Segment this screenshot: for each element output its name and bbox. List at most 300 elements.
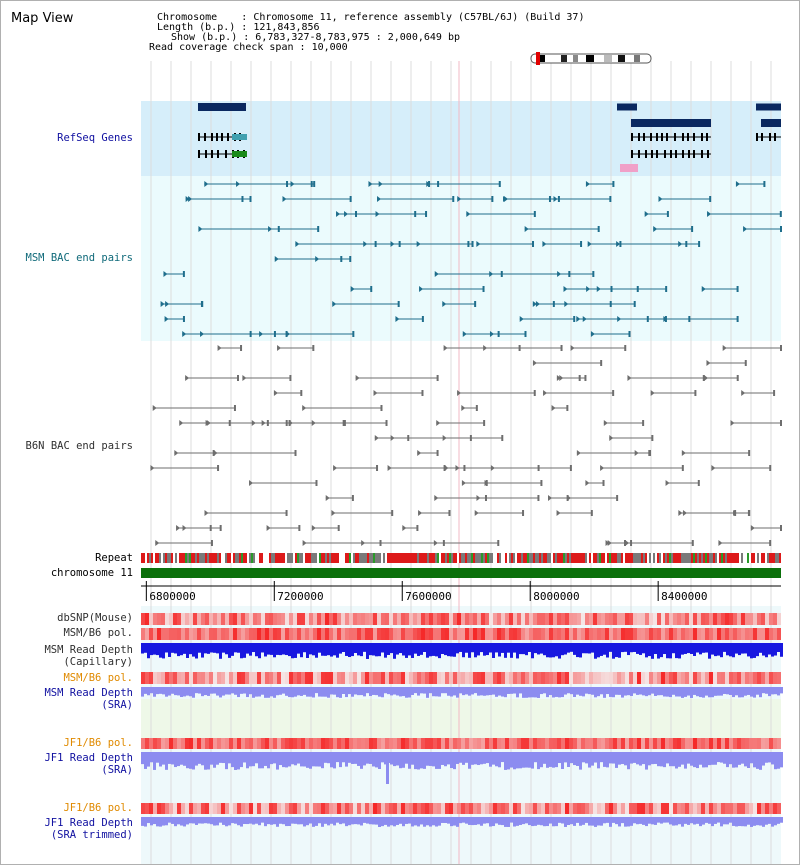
read-depth-bar — [627, 687, 630, 695]
read-depth-bar — [327, 752, 330, 763]
bac-end-marker — [183, 271, 185, 277]
read-depth-bar — [165, 643, 168, 652]
read-depth-bar — [255, 817, 258, 824]
polymorphism-cell — [473, 613, 477, 625]
polymorphism-cell — [597, 628, 601, 640]
read-depth-bar — [747, 817, 750, 825]
polymorphism-cell — [645, 672, 649, 684]
read-depth-bar — [453, 752, 456, 769]
read-depth-bar — [642, 752, 645, 764]
read-depth-bar — [255, 643, 258, 656]
polymorphism-cell — [717, 738, 721, 749]
read-depth-bar — [222, 817, 225, 825]
polymorphism-cell — [733, 613, 737, 625]
repeat-segment — [141, 553, 143, 563]
polymorphism-cell — [609, 672, 613, 684]
bac-end-marker — [577, 450, 581, 456]
repeat-segment — [481, 553, 483, 563]
polymorphism-cell — [693, 628, 697, 640]
repeat-segment — [177, 553, 179, 563]
polymorphism-cell — [533, 613, 537, 625]
read-depth-bar — [582, 687, 585, 696]
polymorphism-cell — [337, 628, 341, 640]
gene-exon — [211, 133, 213, 141]
read-depth-bar — [684, 687, 687, 697]
read-depth-bar — [300, 643, 303, 657]
read-depth-bar — [504, 643, 507, 658]
read-depth-bar — [489, 687, 492, 695]
repeat-segment — [285, 553, 287, 563]
read-depth-bar — [402, 817, 405, 826]
read-depth-bar — [501, 687, 504, 697]
read-depth-bar — [306, 643, 309, 658]
repeat-track-label: Repeat — [95, 552, 133, 564]
repeat-segment — [685, 553, 687, 563]
polymorphism-cell — [293, 613, 297, 625]
repeat-segment — [505, 553, 507, 563]
read-depth-bar — [666, 687, 669, 697]
length-label: Length (b.p.) — [157, 22, 236, 33]
polymorphism-cell — [157, 613, 161, 625]
polymorphism-cell — [297, 738, 301, 749]
polymorphism-cell — [229, 672, 233, 684]
read-depth-bar — [165, 817, 168, 825]
polymorphism-cell — [325, 628, 329, 640]
read-depth-bar — [324, 687, 327, 697]
ideogram-band — [618, 55, 625, 62]
read-depth-bar — [642, 817, 645, 825]
repeat-segment — [563, 553, 565, 563]
repeat-segment — [363, 553, 365, 563]
polymorphism-cell — [441, 613, 445, 625]
read-depth-bar — [306, 687, 309, 697]
read-depth-bar — [570, 817, 573, 824]
polymorphism-cell — [713, 672, 717, 684]
read-depth-bar — [237, 752, 240, 769]
repeat-segment — [621, 553, 623, 563]
polymorphism-cell — [441, 628, 445, 640]
bac-end-marker — [250, 331, 252, 337]
repeat-segment — [675, 553, 677, 563]
gene-exon — [645, 150, 647, 158]
polymorphism-cell — [761, 803, 765, 814]
read-depth-bar — [144, 752, 147, 769]
polymorphism-cell — [625, 803, 629, 814]
msm-depth-capillary-label: MSM Read Depth (Capillary) — [44, 644, 133, 668]
polymorphism-cell — [757, 628, 761, 640]
polymorphism-cell — [317, 628, 321, 640]
repeat-segment — [459, 553, 461, 563]
repeat-segment — [409, 553, 411, 563]
polymorphism-cell — [729, 628, 733, 640]
gene-exon — [666, 133, 668, 141]
polymorphism-cell — [297, 628, 301, 640]
polymorphism-cell — [513, 613, 517, 625]
polymorphism-cell — [769, 803, 773, 814]
read-depth-bar — [243, 752, 246, 762]
gene-exon — [227, 133, 229, 141]
polymorphism-cell — [329, 613, 333, 625]
bac-end-marker — [612, 390, 614, 396]
read-depth-bar — [663, 817, 666, 823]
repeat-segment — [355, 553, 357, 563]
bac-end-marker — [461, 405, 465, 411]
read-depth-bar — [468, 687, 471, 696]
polymorphism-cell — [665, 803, 669, 814]
polymorphism-cell — [601, 628, 605, 640]
polymorphism-cell — [425, 738, 429, 749]
polymorphism-cell — [225, 803, 229, 814]
polymorphism-cell — [225, 613, 229, 625]
polymorphism-cell — [497, 803, 501, 814]
bac-end-marker — [558, 196, 560, 202]
polymorphism-cell — [317, 672, 321, 684]
polymorphism-cell — [229, 803, 233, 814]
polymorphism-cell — [177, 803, 181, 814]
polymorphism-cell — [453, 738, 457, 749]
chromosome-bar — [141, 568, 781, 578]
bac-end-marker — [286, 510, 288, 516]
polymorphism-cell — [465, 738, 469, 749]
bac-end-marker — [300, 390, 302, 396]
chromosome-ideogram[interactable] — [531, 52, 651, 65]
polymorphism-cell — [729, 613, 733, 625]
read-depth-bar — [357, 643, 360, 655]
gene-exon — [217, 150, 219, 158]
polymorphism-cell — [573, 803, 577, 814]
polymorphism-cell — [509, 672, 513, 684]
polymorphism-cell — [677, 613, 681, 625]
polymorphism-cell — [393, 672, 397, 684]
read-depth-bar — [516, 817, 519, 826]
bac-end-marker — [737, 375, 739, 381]
polymorphism-cell — [613, 738, 617, 749]
read-depth-bar — [252, 817, 255, 825]
polymorphism-cell — [533, 672, 537, 684]
polymorphism-cell — [297, 803, 301, 814]
read-depth-bar — [216, 752, 219, 765]
bac-end-marker — [155, 540, 159, 546]
msm-depth-sra-label: MSM Read Depth (SRA) — [44, 687, 133, 711]
read-depth-bar — [204, 687, 207, 695]
read-depth-bar — [513, 687, 516, 694]
repeat-segment — [341, 553, 343, 563]
polymorphism-cell — [521, 613, 525, 625]
repeat-segment — [365, 553, 367, 563]
polymorphism-cell — [321, 628, 325, 640]
read-depth-bar — [363, 687, 366, 696]
gene-highlight — [620, 164, 638, 172]
read-depth-bar — [597, 752, 600, 768]
read-depth-bar — [234, 817, 237, 824]
polymorphism-cell — [365, 738, 369, 749]
bac-end-marker — [375, 435, 379, 441]
polymorphism-cell — [413, 738, 417, 749]
repeat-segment — [295, 553, 297, 563]
repeat-segment — [449, 553, 451, 563]
read-depth-bar — [771, 752, 774, 764]
read-depth-bar — [579, 643, 582, 657]
polymorphism-cell — [765, 738, 769, 749]
bac-end-marker — [402, 525, 406, 531]
read-depth-bar — [465, 643, 468, 653]
polymorphism-cell — [561, 803, 565, 814]
msm-background — [141, 176, 781, 341]
read-depth-bar — [195, 752, 198, 766]
read-depth-bar — [537, 817, 540, 825]
polymorphism-cell — [693, 803, 697, 814]
read-depth-bar — [453, 643, 456, 657]
gene-exon — [670, 150, 672, 158]
read-depth-bar — [774, 643, 777, 656]
polymorphism-cell — [497, 628, 501, 640]
polymorphism-cell — [349, 738, 353, 749]
bac-end-marker — [711, 465, 715, 471]
polymorphism-cell — [577, 628, 581, 640]
read-depth-bar — [759, 643, 762, 653]
read-depth-bar — [207, 643, 210, 654]
polymorphism-cell — [389, 738, 393, 749]
polymorphism-cell — [409, 628, 413, 640]
read-depth-bar — [525, 752, 528, 768]
polymorphism-cell — [721, 803, 725, 814]
polymorphism-cell — [325, 613, 329, 625]
ideogram-position-marker — [536, 52, 540, 65]
read-depth-bar — [639, 817, 642, 824]
read-depth-bar — [543, 752, 546, 764]
polymorphism-cell — [453, 628, 457, 640]
read-depth-bar — [696, 752, 699, 768]
polymorphism-cell — [361, 672, 365, 684]
read-depth-bar — [330, 643, 333, 657]
read-depth-bar — [171, 643, 174, 653]
read-depth-bar — [531, 752, 534, 769]
polymorphism-cell — [565, 672, 569, 684]
polymorphism-cell — [565, 628, 569, 640]
polymorphism-cell — [409, 803, 413, 814]
read-depth-bar — [408, 817, 411, 824]
read-depth-bar — [168, 752, 171, 764]
polymorphism-cell — [333, 613, 337, 625]
repeat-segment — [371, 553, 373, 563]
polymorphism-cell — [489, 613, 493, 625]
read-depth-bar — [741, 817, 744, 826]
read-depth-bar — [483, 643, 486, 656]
bac-end-marker — [665, 316, 667, 322]
dbsnp-track-label: dbSNP(Mouse) — [57, 612, 133, 624]
read-depth-bar — [150, 687, 153, 693]
repeat-segment — [711, 553, 713, 563]
polymorphism-cell — [645, 738, 649, 749]
bac-end-marker — [685, 241, 687, 247]
polymorphism-cell — [521, 672, 525, 684]
repeat-segment — [683, 553, 685, 563]
read-depth-bar — [168, 643, 171, 657]
polymorphism-cell — [489, 672, 493, 684]
polymorphism-cell — [725, 628, 729, 640]
read-depth-bar — [294, 643, 297, 658]
read-depth-bar — [729, 817, 732, 823]
polymorphism-cell — [329, 628, 333, 640]
read-depth-bar — [633, 752, 636, 763]
polymorphism-cell — [341, 672, 345, 684]
read-depth-bar — [228, 817, 231, 825]
polymorphism-cell — [609, 628, 613, 640]
bac-end-marker — [619, 241, 621, 247]
repeat-segment — [771, 553, 773, 563]
polymorphism-cell — [569, 672, 573, 684]
polymorphism-cell — [741, 672, 745, 684]
read-depth-bar — [636, 687, 639, 695]
repeat-segment — [773, 553, 775, 563]
bac-end-marker — [592, 271, 594, 277]
gene-exon — [198, 133, 200, 141]
polymorphism-cell — [217, 738, 221, 749]
read-depth-bar — [639, 752, 642, 766]
polymorphism-cell — [617, 613, 621, 625]
polymorphism-cell — [741, 738, 745, 749]
polymorphism-cell — [765, 613, 769, 625]
read-depth-bar — [504, 687, 507, 697]
read-depth-bar — [606, 817, 609, 823]
read-depth-bar — [336, 643, 339, 658]
polymorphism-cell — [201, 613, 205, 625]
polymorphism-cell — [357, 613, 361, 625]
read-depth-bar — [630, 643, 633, 652]
read-depth-bar — [438, 687, 441, 697]
repeat-segment — [165, 553, 167, 563]
bac-end-marker — [350, 196, 352, 202]
read-depth-bar — [351, 752, 354, 764]
polymorphism-cell — [657, 613, 661, 625]
polymorphism-cell — [313, 628, 317, 640]
read-depth-bar — [285, 752, 288, 767]
polymorphism-cell — [377, 672, 381, 684]
polymorphism-cell — [341, 738, 345, 749]
read-depth-bar — [183, 817, 186, 826]
repeat-segment — [453, 553, 455, 563]
read-depth-bar — [600, 643, 603, 656]
repeat-segment — [485, 553, 487, 563]
read-depth-bar — [432, 817, 435, 825]
polymorphism-cell — [269, 803, 273, 814]
read-depth-bar — [771, 817, 774, 827]
polymorphism-cell — [257, 613, 261, 625]
polymorphism-cell — [389, 613, 393, 625]
repeat-segment — [397, 553, 399, 563]
polymorphism-cell — [725, 613, 729, 625]
repeat-segment — [283, 553, 285, 563]
read-depth-bar — [651, 643, 654, 659]
polymorphism-cell — [281, 803, 285, 814]
read-depth-bar — [582, 643, 585, 653]
read-depth-bar — [264, 687, 267, 698]
read-depth-bar — [330, 817, 333, 824]
read-depth-bar — [282, 687, 285, 694]
jf1-b6-pol-label: JF1/B6 pol. — [63, 737, 133, 749]
read-depth-bar — [417, 643, 420, 656]
polymorphism-cell — [561, 738, 565, 749]
bac-end-marker — [150, 465, 154, 471]
polymorphism-cell — [325, 803, 329, 814]
read-depth-bar — [612, 687, 615, 697]
polymorphism-cell — [589, 628, 593, 640]
read-depth-bar — [576, 643, 579, 657]
polymorphism-cell — [557, 672, 561, 684]
read-depth-bar — [444, 687, 447, 693]
read-depth-bar — [558, 687, 561, 697]
repeat-segment — [425, 553, 427, 563]
polymorphism-cell — [449, 672, 453, 684]
bac-end-marker — [486, 480, 488, 486]
polymorphism-cell — [261, 628, 265, 640]
polymorphism-cell — [445, 738, 449, 749]
read-depth-bar — [393, 752, 396, 766]
polymorphism-cell — [633, 672, 637, 684]
polymorphism-cell — [681, 613, 685, 625]
polymorphism-cell — [193, 613, 197, 625]
polymorphism-cell — [593, 738, 597, 749]
read-depth-bar — [273, 687, 276, 698]
read-depth-bar — [561, 817, 564, 823]
polymorphism-cell — [145, 738, 149, 749]
repeat-segment — [511, 553, 513, 563]
polymorphism-cell — [329, 672, 333, 684]
genome-viewer[interactable] — [1, 1, 799, 864]
repeat-segment — [681, 553, 683, 563]
read-depth-bar — [240, 817, 243, 827]
read-depth-bar — [732, 643, 735, 657]
polymorphism-cell — [141, 628, 145, 640]
polymorphism-cell — [725, 738, 729, 749]
repeat-segment — [613, 553, 615, 563]
polymorphism-cell — [529, 672, 533, 684]
b6n-bac-pair-track[interactable] — [150, 345, 782, 546]
polymorphism-cell — [777, 613, 781, 625]
polymorphism-cell — [689, 803, 693, 814]
bac-end-marker — [267, 525, 271, 531]
repeat-segment — [647, 553, 649, 563]
read-depth-bar — [564, 687, 567, 695]
polymorphism-cell — [585, 672, 589, 684]
repeat-segment — [315, 553, 317, 563]
read-depth-bar — [285, 687, 288, 696]
repeat-segment — [735, 553, 737, 563]
read-depth-bar — [387, 687, 390, 694]
repeat-segment — [545, 553, 547, 563]
read-depth-bar — [663, 752, 666, 767]
polymorphism-cell — [581, 613, 585, 625]
read-depth-bar — [360, 687, 363, 695]
read-depth-bar — [378, 752, 381, 769]
bac-end-marker — [737, 286, 739, 292]
repeat-segment — [593, 553, 595, 563]
polymorphism-cell — [665, 738, 669, 749]
polymorphism-cell — [637, 738, 641, 749]
polymorphism-cell — [265, 738, 269, 749]
read-depth-bar — [474, 643, 477, 657]
polymorphism-cell — [189, 738, 193, 749]
polymorphism-cell — [737, 738, 741, 749]
bac-end-marker — [352, 495, 354, 501]
read-depth-bar — [345, 687, 348, 697]
read-depth-bar — [474, 687, 477, 693]
bac-end-marker — [437, 181, 439, 187]
read-depth-bar — [369, 817, 372, 824]
repeat-segment — [301, 553, 303, 563]
polymorphism-cell — [537, 628, 541, 640]
polymorphism-cell — [613, 628, 617, 640]
